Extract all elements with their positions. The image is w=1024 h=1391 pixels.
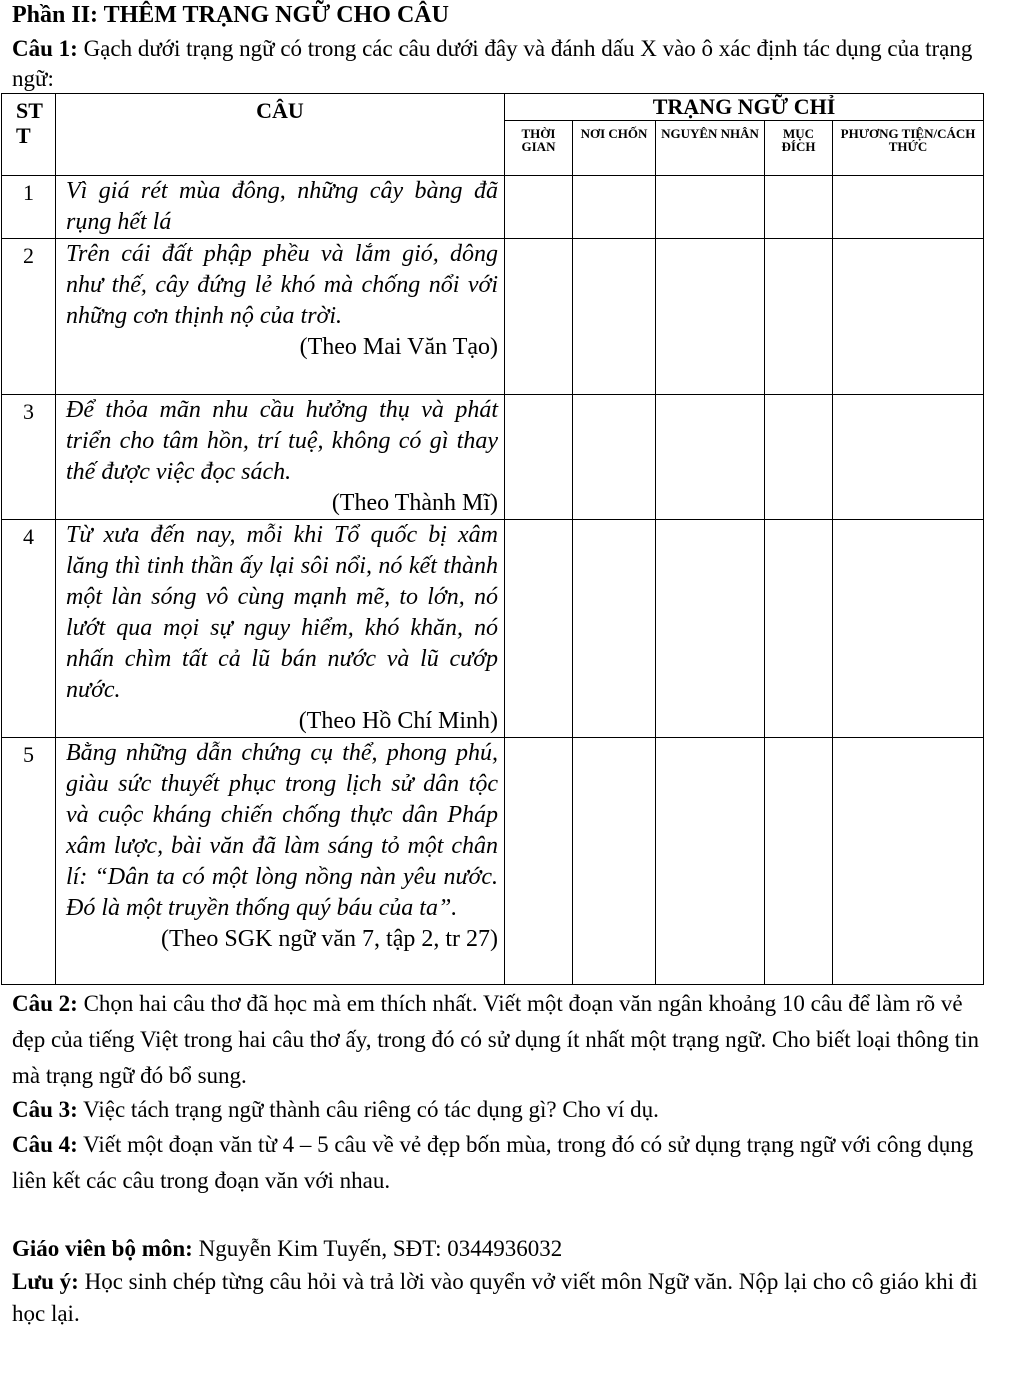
row-number: 3 — [2, 395, 56, 520]
question-2-label: Câu 2: — [12, 991, 78, 1016]
header-time: THỜI GIAN — [505, 121, 573, 176]
answer-cell[interactable] — [833, 176, 984, 239]
answer-cell[interactable] — [656, 738, 765, 985]
header-stt: STT — [2, 94, 56, 176]
sentence-cell — [56, 239, 505, 395]
teacher-info — [12, 1233, 997, 1265]
answer-cell[interactable] — [505, 738, 573, 985]
question-3-label: Câu 3: — [12, 1097, 78, 1122]
answer-cell[interactable] — [505, 239, 573, 395]
answer-cell[interactable] — [765, 738, 833, 985]
header-sentence: CÂU — [56, 94, 505, 176]
answer-cell[interactable] — [833, 239, 984, 395]
answer-cell[interactable] — [505, 176, 573, 239]
question-2-text: Chọn hai câu thơ đã học mà em thích nhất. Viết một đoạn văn ngân khoảng 10 câu để làm rõ vẻ đẹp của tiếng Việt trong hai câu thơ ấy, trong đó có sử dụng ít nhất một trạng ngữ. Cho biết loại thông tin mà trạng ngữ đó bổ sung. — [12, 991, 980, 1088]
row-number: 1 — [2, 176, 56, 239]
question-2 — [12, 986, 997, 1094]
answer-cell[interactable] — [765, 520, 833, 738]
row-number: 2 — [2, 239, 56, 395]
sentence-text: Từ xưa đến nay, mỗi khi Tổ quốc bị xâm lăng thì tinh thần ấy lại sôi nổi, nó kết thành một làn sóng vô cùng mạnh mẽ, to lớn, nó lướt qua mọi sự nguy hiểm, khó khăn, nó nhấn chìm tất cả lũ bán nước và lũ cướp nước. — [66, 522, 498, 703]
teacher-text: Nguyễn Kim Tuyến, SĐT: 0344936032 — [192, 1236, 563, 1261]
teacher-label: Giáo viên bộ môn: — [12, 1236, 193, 1261]
header-adverbial-group: TRẠNG NGỮ CHỈ — [505, 94, 984, 121]
answer-cell[interactable] — [505, 520, 573, 738]
sentence-source: (Theo Hồ Chí Minh) — [298, 708, 498, 734]
question-4-text: Viết một đoạn văn từ 4 – 5 câu về vẻ đẹp bốn mùa, trong đó có sử dụng trạng ngữ với công dụng liên kết các câu trong đoạn văn với nhau. — [12, 1132, 974, 1193]
sentence-cell — [56, 176, 505, 239]
sentence-text: Trên cái đất phập phều và lắm gió, dông như thế, cây đứng lẻ khó mà chống nổi với những cơn thịnh nộ của trời. — [66, 241, 498, 329]
question-4 — [12, 1127, 997, 1199]
sentence-source: (Theo SGK ngữ văn 7, tập 2, tr 27) — [161, 926, 498, 952]
sentence-text: Bằng những dẫn chứng cụ thể, phong phú, giàu sức thuyết phục trong lịch sử dân tộc và cuộc kháng chiến chống thực dân Pháp xâm lược, bài văn đã làm sáng tỏ một chân lí: “Dân ta có một lòng nồng nàn yêu nước. Đó là một truyền thống quý báu của ta”. — [66, 740, 498, 921]
answer-cell[interactable] — [573, 176, 656, 239]
table-row — [2, 738, 984, 985]
table-row — [2, 239, 984, 395]
answer-cell[interactable] — [833, 520, 984, 738]
sentence-cell — [56, 520, 505, 738]
note — [12, 1266, 997, 1330]
answer-cell[interactable] — [765, 176, 833, 239]
question-3-text: Việc tách trạng ngữ thành câu riêng có tác dụng gì? Cho ví dụ. — [77, 1097, 659, 1122]
answer-cell[interactable] — [656, 239, 765, 395]
note-label: Lưu ý: — [12, 1269, 79, 1294]
table-row — [2, 395, 984, 520]
question-3 — [12, 1092, 997, 1128]
question-1-label: Câu 1: — [12, 36, 78, 61]
question-1-text: Gạch dưới trạng ngữ có trong các câu dưới đây và đánh dấu X vào ô xác định tác dụng của trạng ngữ: — [12, 36, 973, 91]
row-number: 5 — [2, 738, 56, 985]
table-row — [2, 176, 984, 239]
answer-cell[interactable] — [833, 395, 984, 520]
question-1 — [12, 34, 1002, 94]
row-number: 4 — [2, 520, 56, 738]
sentence-text: Để thỏa mãn nhu cầu hưởng thụ và phát triển cho tâm hồn, trí tuệ, không có gì thay thế được việc đọc sách. — [66, 397, 498, 485]
sentence-cell — [56, 738, 505, 985]
section-title: Phần II: THÊM TRẠNG NGỮ CHO CÂU — [12, 2, 449, 28]
sentence-source: (Theo Thành Mĩ) — [331, 490, 498, 516]
answer-cell[interactable] — [656, 520, 765, 738]
answer-cell[interactable] — [833, 738, 984, 985]
answer-cell[interactable] — [765, 395, 833, 520]
sentence-cell — [56, 395, 505, 520]
table-row — [2, 520, 984, 738]
adverbial-table — [1, 93, 984, 985]
answer-cell[interactable] — [573, 738, 656, 985]
header-means: PHƯƠNG TIỆN/CÁCH THỨC — [833, 121, 984, 176]
answer-cell[interactable] — [573, 239, 656, 395]
header-cause: NGUYÊN NHÂN — [656, 121, 765, 176]
answer-cell[interactable] — [656, 176, 765, 239]
header-purpose: MỤC ĐÍCH — [765, 121, 833, 176]
sentence-source: (Theo Mai Văn Tạo) — [299, 334, 498, 360]
sentence-text: Vì giá rét mùa đông, những cây bàng đã rụng hết lá — [66, 178, 498, 235]
answer-cell[interactable] — [573, 520, 656, 738]
answer-cell[interactable] — [573, 395, 656, 520]
header-place: NƠI CHỐN — [573, 121, 656, 176]
question-4-label: Câu 4: — [12, 1132, 78, 1157]
answer-cell[interactable] — [656, 395, 765, 520]
note-text: Học sinh chép từng câu hỏi và trả lời vào quyển vở viết môn Ngữ văn. Nộp lại cho cô giáo khi đi học lại. — [12, 1269, 978, 1326]
answer-cell[interactable] — [765, 239, 833, 395]
answer-cell[interactable] — [505, 395, 573, 520]
